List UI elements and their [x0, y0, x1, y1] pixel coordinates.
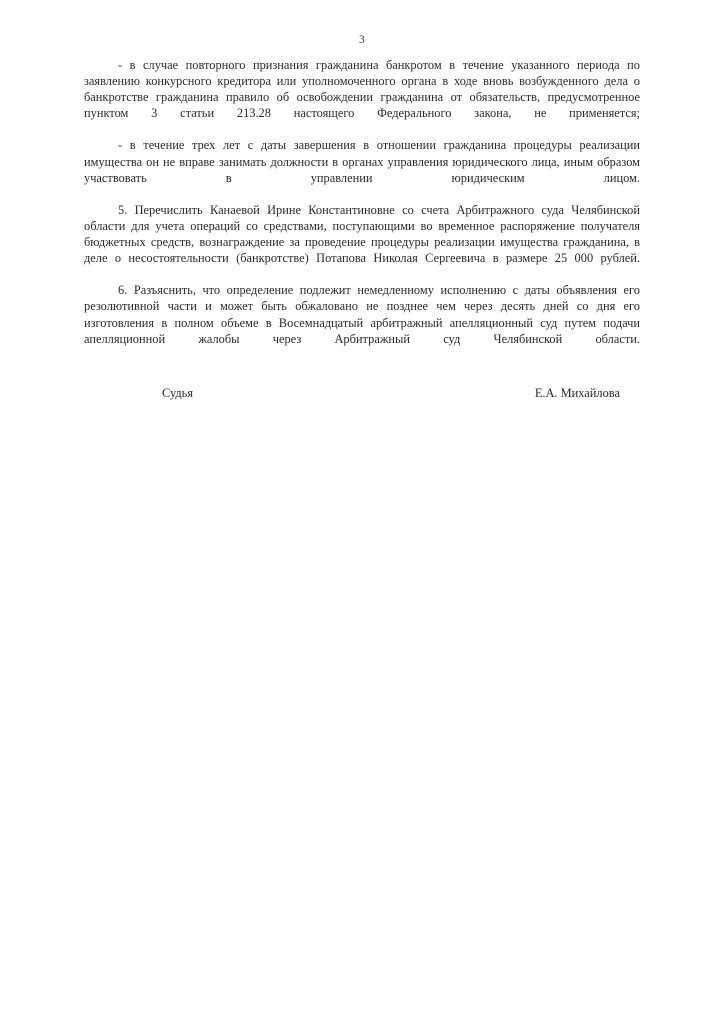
signature-role-label: Судья	[162, 385, 194, 400]
signature-judge-name: Е.А. Михайлова	[534, 385, 620, 400]
paragraph-item-6-appeal: 6. Разъяснить, что определение подлежит немедленному исполнению с даты объявления его резолютивной части и может быть обжаловано не позднее чем через десять дней со дня его изготовления в полном объеме в Восемнадцатый арбитражный апелляционный суд путем подачи апелляционной жалобы через Арбитражный суд Челябинской области.	[84, 283, 640, 346]
paragraph-bullet-three-year-ban: - в течение трех лет с даты завершения в отношении гражданина процедуры реализации имущества он не вправе занимать должности в органах управления юридического лица, иным образом участвовать в управлении юридическим лицом.	[84, 138, 640, 185]
document-body	[84, 47, 640, 363]
paragraph-bullet-repeat-bankruptcy: - в случае повторного признания гражданина банкротом в течение указанного периода по заявлению конкурсного кредитора или уполномоченного органа в ходе вновь возбужденного дела о банкротстве гражданина правило об освобождении гражданина от обязательств, предусмотренное пунктом 3 статьи 213.28 настоящего Федерального закона, не применяется;	[84, 58, 640, 121]
signature-block	[84, 363, 640, 401]
page-number: 3	[359, 34, 365, 46]
paragraph-item-5-payment: 5. Перечислить Канаевой Ирине Константиновне со счета Арбитражного суда Челябинской области для учета операций со средствами, поступающими во временное распоряжение получателя бюджетных средств, вознаграждение за проведение процедуры реализации имущества гражданина, в деле о несостоятельности (банкротстве) Потапова Николая Сергеевича в размере 25 000 рублей.	[84, 202, 640, 266]
